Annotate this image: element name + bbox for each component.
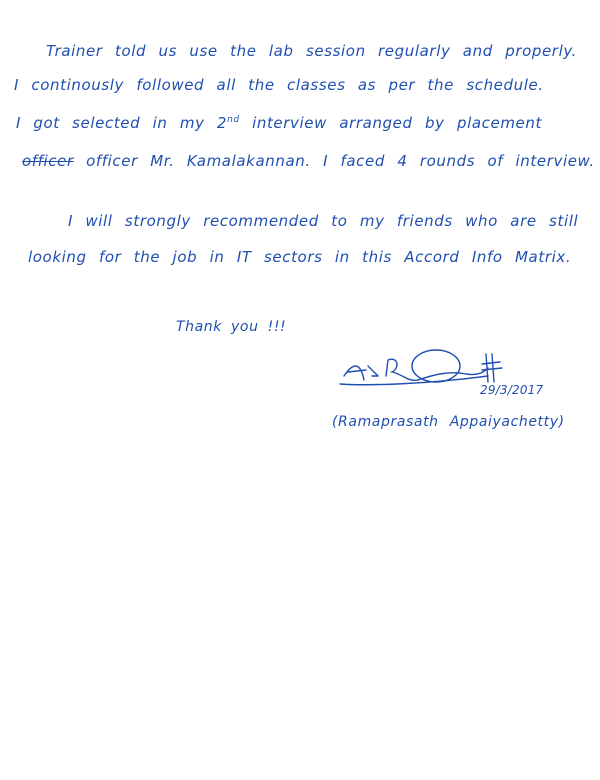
signatory-name: (Ramaprasath Appaiyachetty): [332, 414, 565, 430]
paragraph-1-line-3: [16, 116, 542, 131]
paragraph-1-line-2: I continously followed all the classes as per the schedule.: [14, 76, 544, 94]
paragraph-2-line-2: looking for the job in IT sectors in this Accord Info Matrix.: [28, 248, 572, 266]
line-3-after: interview arranged by placement: [239, 114, 542, 132]
paragraph-1-line-1: Trainer told us use the lab session regularly and properly.: [46, 42, 578, 60]
signature-date: 29/3/2017: [480, 383, 544, 397]
paragraph-2-line-1: I will strongly recommended to my friends who are still: [68, 212, 579, 230]
line-4-text: officer Mr. Kamalakannan. I faced 4 rounds of interview.: [73, 152, 595, 170]
ordinal-suffix: nd: [227, 115, 240, 125]
paragraph-1-line-4: [22, 154, 595, 169]
closing-thank-you: Thank you !!!: [176, 319, 287, 335]
line-3-before: I got selected in my 2: [16, 114, 228, 132]
struck-out-word: officer: [22, 152, 74, 170]
